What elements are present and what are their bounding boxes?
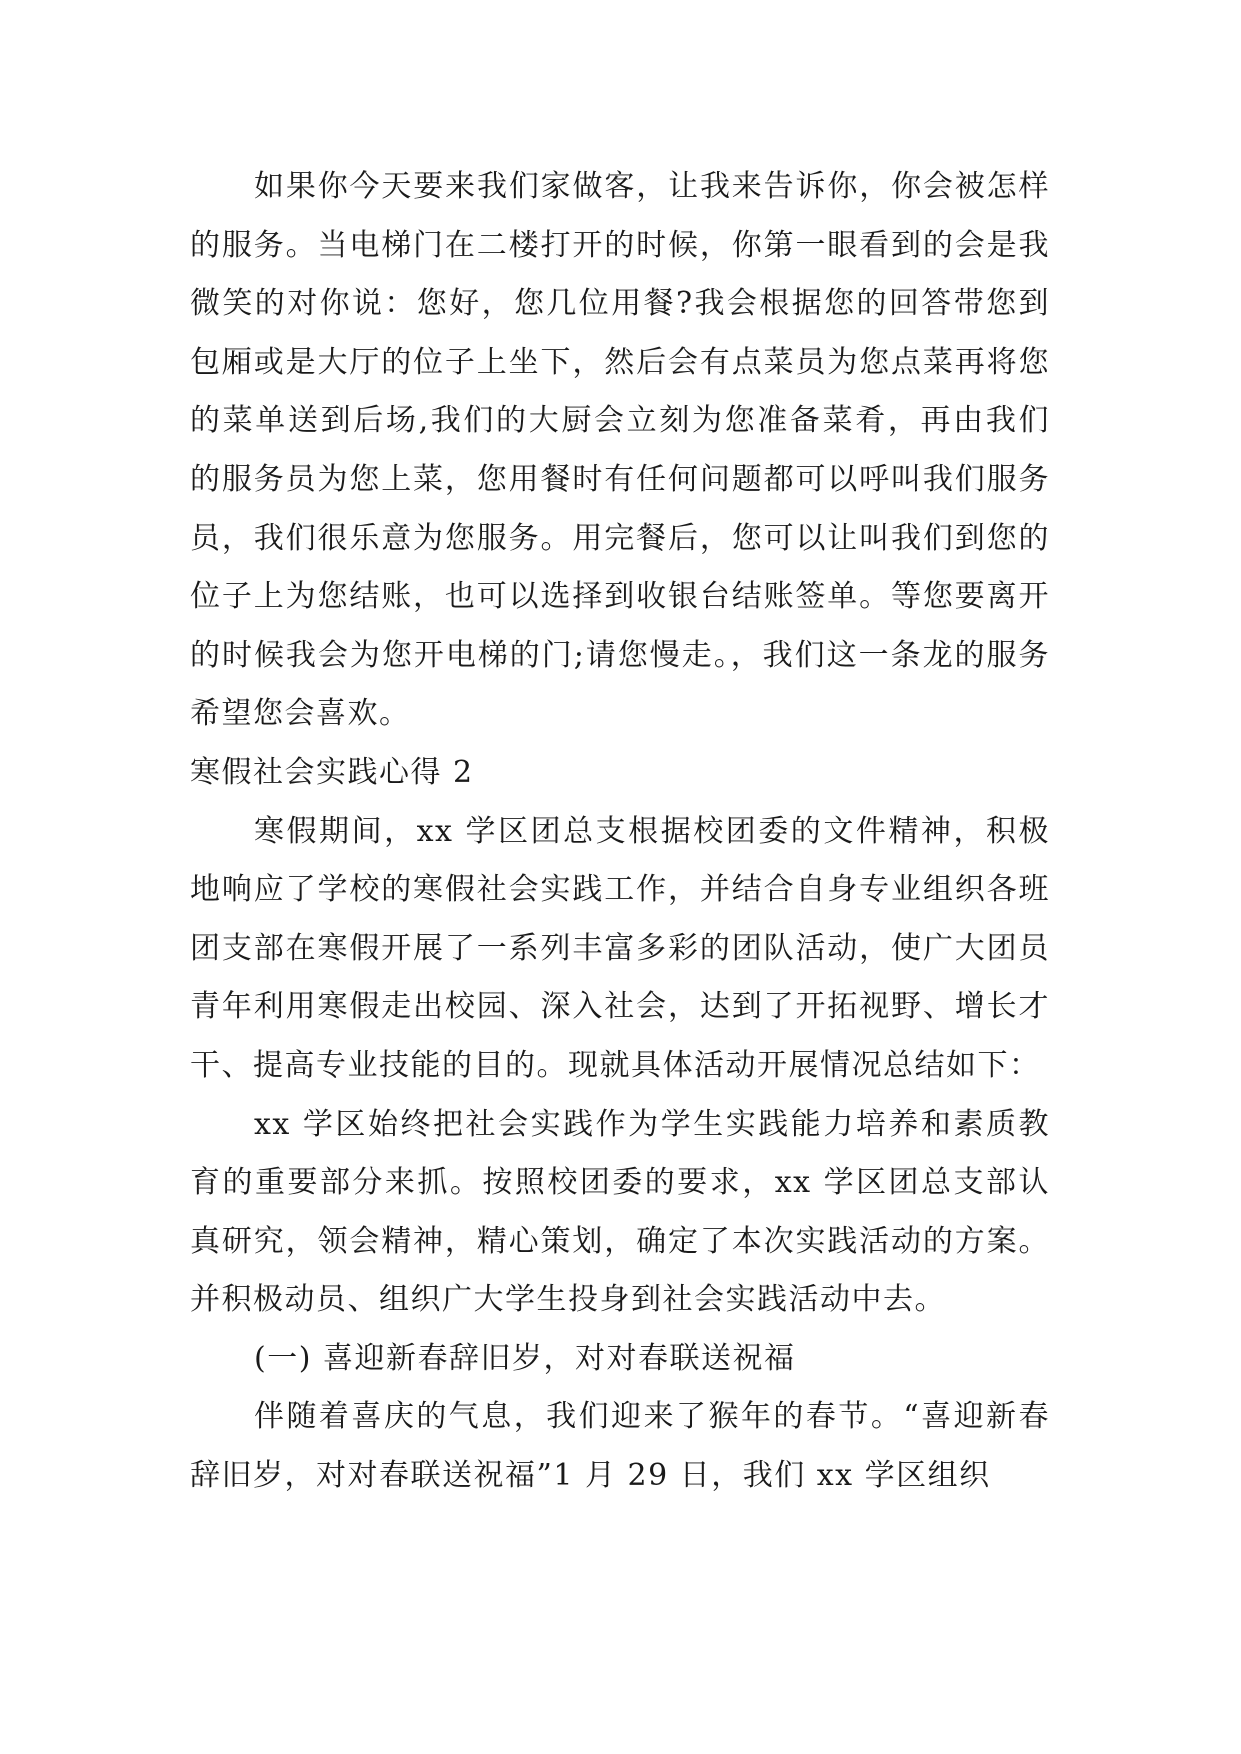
paragraph-intro: 寒假期间，xx 学区团总支根据校团委的文件精神，积极地响应了学校的寒假社会实践工作，并结合自身专业组织各班团支部在寒假开展了一系列丰富多彩的团队活动，使广大团员青年利用寒假走出校园、深入社会，达到了开拓视野、增长才干、提高专业技能的目的。现就具体活动开展情况总结如下： <box>190 813 1050 1083</box>
paragraph-practice: xx 学区始终把社会实践作为学生实践能力培养和素质教育的重要部分来抓。按照校团委的要求，xx 学区团总支部认真研究，领会精神，精心策划，确定了本次实践活动的方案。并积极动员、组织广大学生投身到社会实践活动中去。 <box>190 1106 1050 1318</box>
section-heading: 寒假社会实践心得 2 <box>190 754 474 790</box>
subsection-heading: (一) 喜迎新春辞旧岁，对对春联送祝福 <box>254 1340 796 1376</box>
paragraph-spring-festival: 伴随着喜庆的气息，我们迎来了猴年的春节。“喜迎新春辞旧岁，对对春联送祝福”1 月 29 日，我们 xx 学区组织 <box>190 1399 1050 1494</box>
paragraph-service-description: 如果你今天要来我们家做客，让我来告诉你，你会被怎样的服务。当电梯门在二楼打开的时候，你第一眼看到的会是我微笑的对你说：您好，您几位用餐?我会根据您的回答带您到包厢或是大厅的位子上坐下，然后会有点菜员为您点菜再将您的菜单送到后场,我们的大厨会立刻为您准备菜肴，再由我们的服务员为您上菜，您用餐时有任何问题都可以呼叫我们服务员，我们很乐意为您服务。用完餐后，您可以让叫我们到您的位子上为您结账，也可以选择到收银台结账签单。等您要离开的时候我会为您开电梯的门;请您慢走。，我们这一条龙的服务希望您会喜欢。 <box>190 169 1050 732</box>
document-body <box>190 158 1050 1506</box>
